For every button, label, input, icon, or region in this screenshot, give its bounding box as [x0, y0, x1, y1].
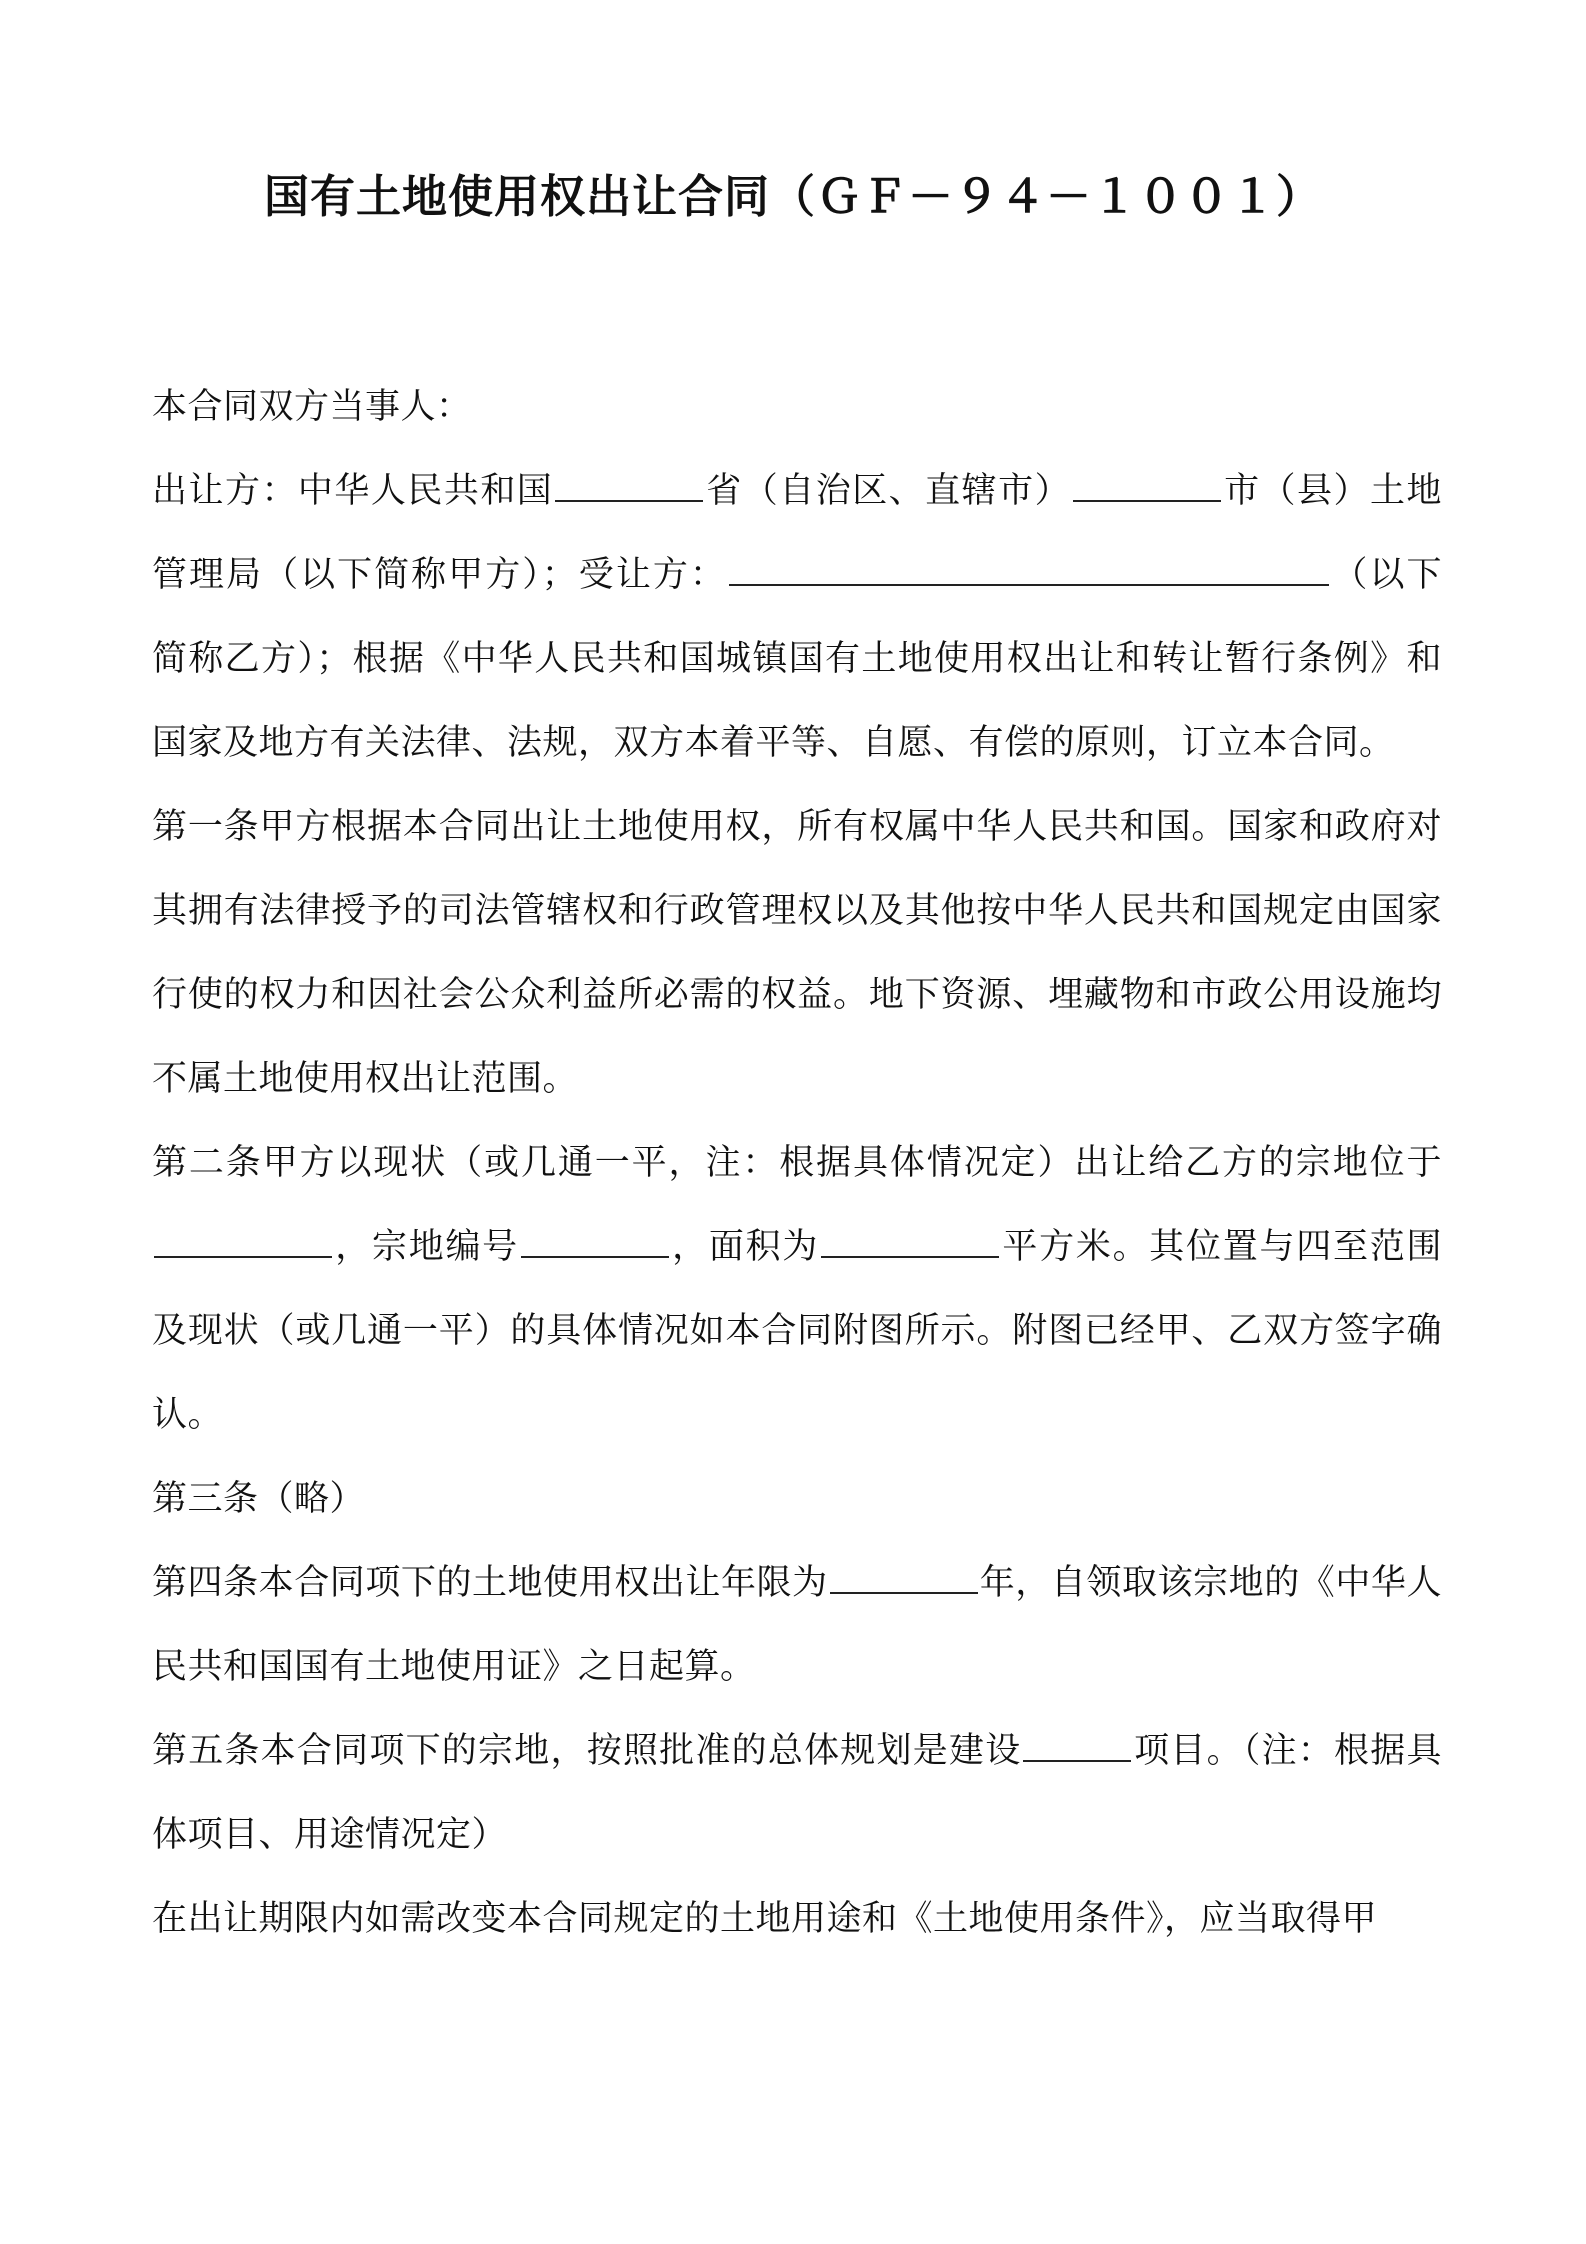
article-5-continuation: 在出让期限内如需改变本合同规定的土地用途和《土地使用条件》，应当取得甲	[152, 1899, 1378, 1939]
area-blank	[821, 1219, 999, 1258]
years-blank	[830, 1555, 978, 1594]
party-text-grantor: 出让方：中华人民共和国	[152, 471, 554, 511]
article-2-text-area: ，面积为	[670, 1227, 820, 1267]
city-blank	[1073, 463, 1221, 502]
article-2-text-number: ，宗地编号	[334, 1227, 519, 1267]
article-4-text-term: 第四条本合同项下的土地使用权出让年限为	[152, 1563, 828, 1603]
party-text-province: 省（自治区、直辖市）	[705, 471, 1072, 511]
article-1: 第一条甲方根据本合同出让土地使用权，所有权属中华人民共和国。国家和政府对其拥有法律授予的司法管辖权和行政管理权以及其他按中华人民共和国规定由国家行使的权力和因社会公众利益所必需的权益。地下资源、埋藏物和市政公用设施均不属土地使用权出让范围。	[152, 807, 1442, 1099]
project-blank	[1023, 1723, 1131, 1762]
article-2	[152, 1121, 1442, 1457]
party-text-grantee: 市（县）土地管理局（以下简称甲方）；受让方：	[152, 471, 1442, 595]
province-blank	[555, 463, 703, 502]
parcel-number-blank	[521, 1219, 669, 1258]
parties-heading: 本合同双方当事人：	[152, 387, 472, 427]
article-5	[152, 1709, 1442, 1877]
article-3: 第三条（略）	[152, 1479, 366, 1519]
document-title: 国有土地使用权出让合同（ＧＦ－９４－１００１）	[263, 170, 1322, 223]
grantee-blank	[729, 547, 1329, 586]
location-blank	[154, 1219, 332, 1258]
party-text-basis: （以下简称乙方）；根据《中华人民共和国城镇国有土地使用权出让和转让暂行条例》和国家及地方有关法律、法规，双方本着平等、自愿、有偿的原则，订立本合同。	[152, 555, 1442, 763]
article-5-text-rest: 项目。（注：根据具体项目、用途情况定）	[152, 1731, 1442, 1855]
parties-paragraph	[152, 449, 1442, 785]
article-2-text-rest: 平方米。其位置与四至范围及现状（或几通一平）的具体情况如本合同附图所示。附图已经甲、乙双方签字确认。	[152, 1227, 1442, 1435]
article-4-text-rest: 年，自领取该宗地的《中华人民共和国国有土地使用证》之日起算。	[152, 1563, 1442, 1687]
article-5-text-project: 第五条本合同项下的宗地，按照批准的总体规划是建设	[152, 1731, 1022, 1771]
article-4	[152, 1541, 1442, 1709]
article-2-text-location: 第二条甲方以现状（或几通一平，注：根据具体情况定）出让给乙方的宗地位于	[152, 1143, 1442, 1183]
document-body	[152, 365, 1442, 1961]
